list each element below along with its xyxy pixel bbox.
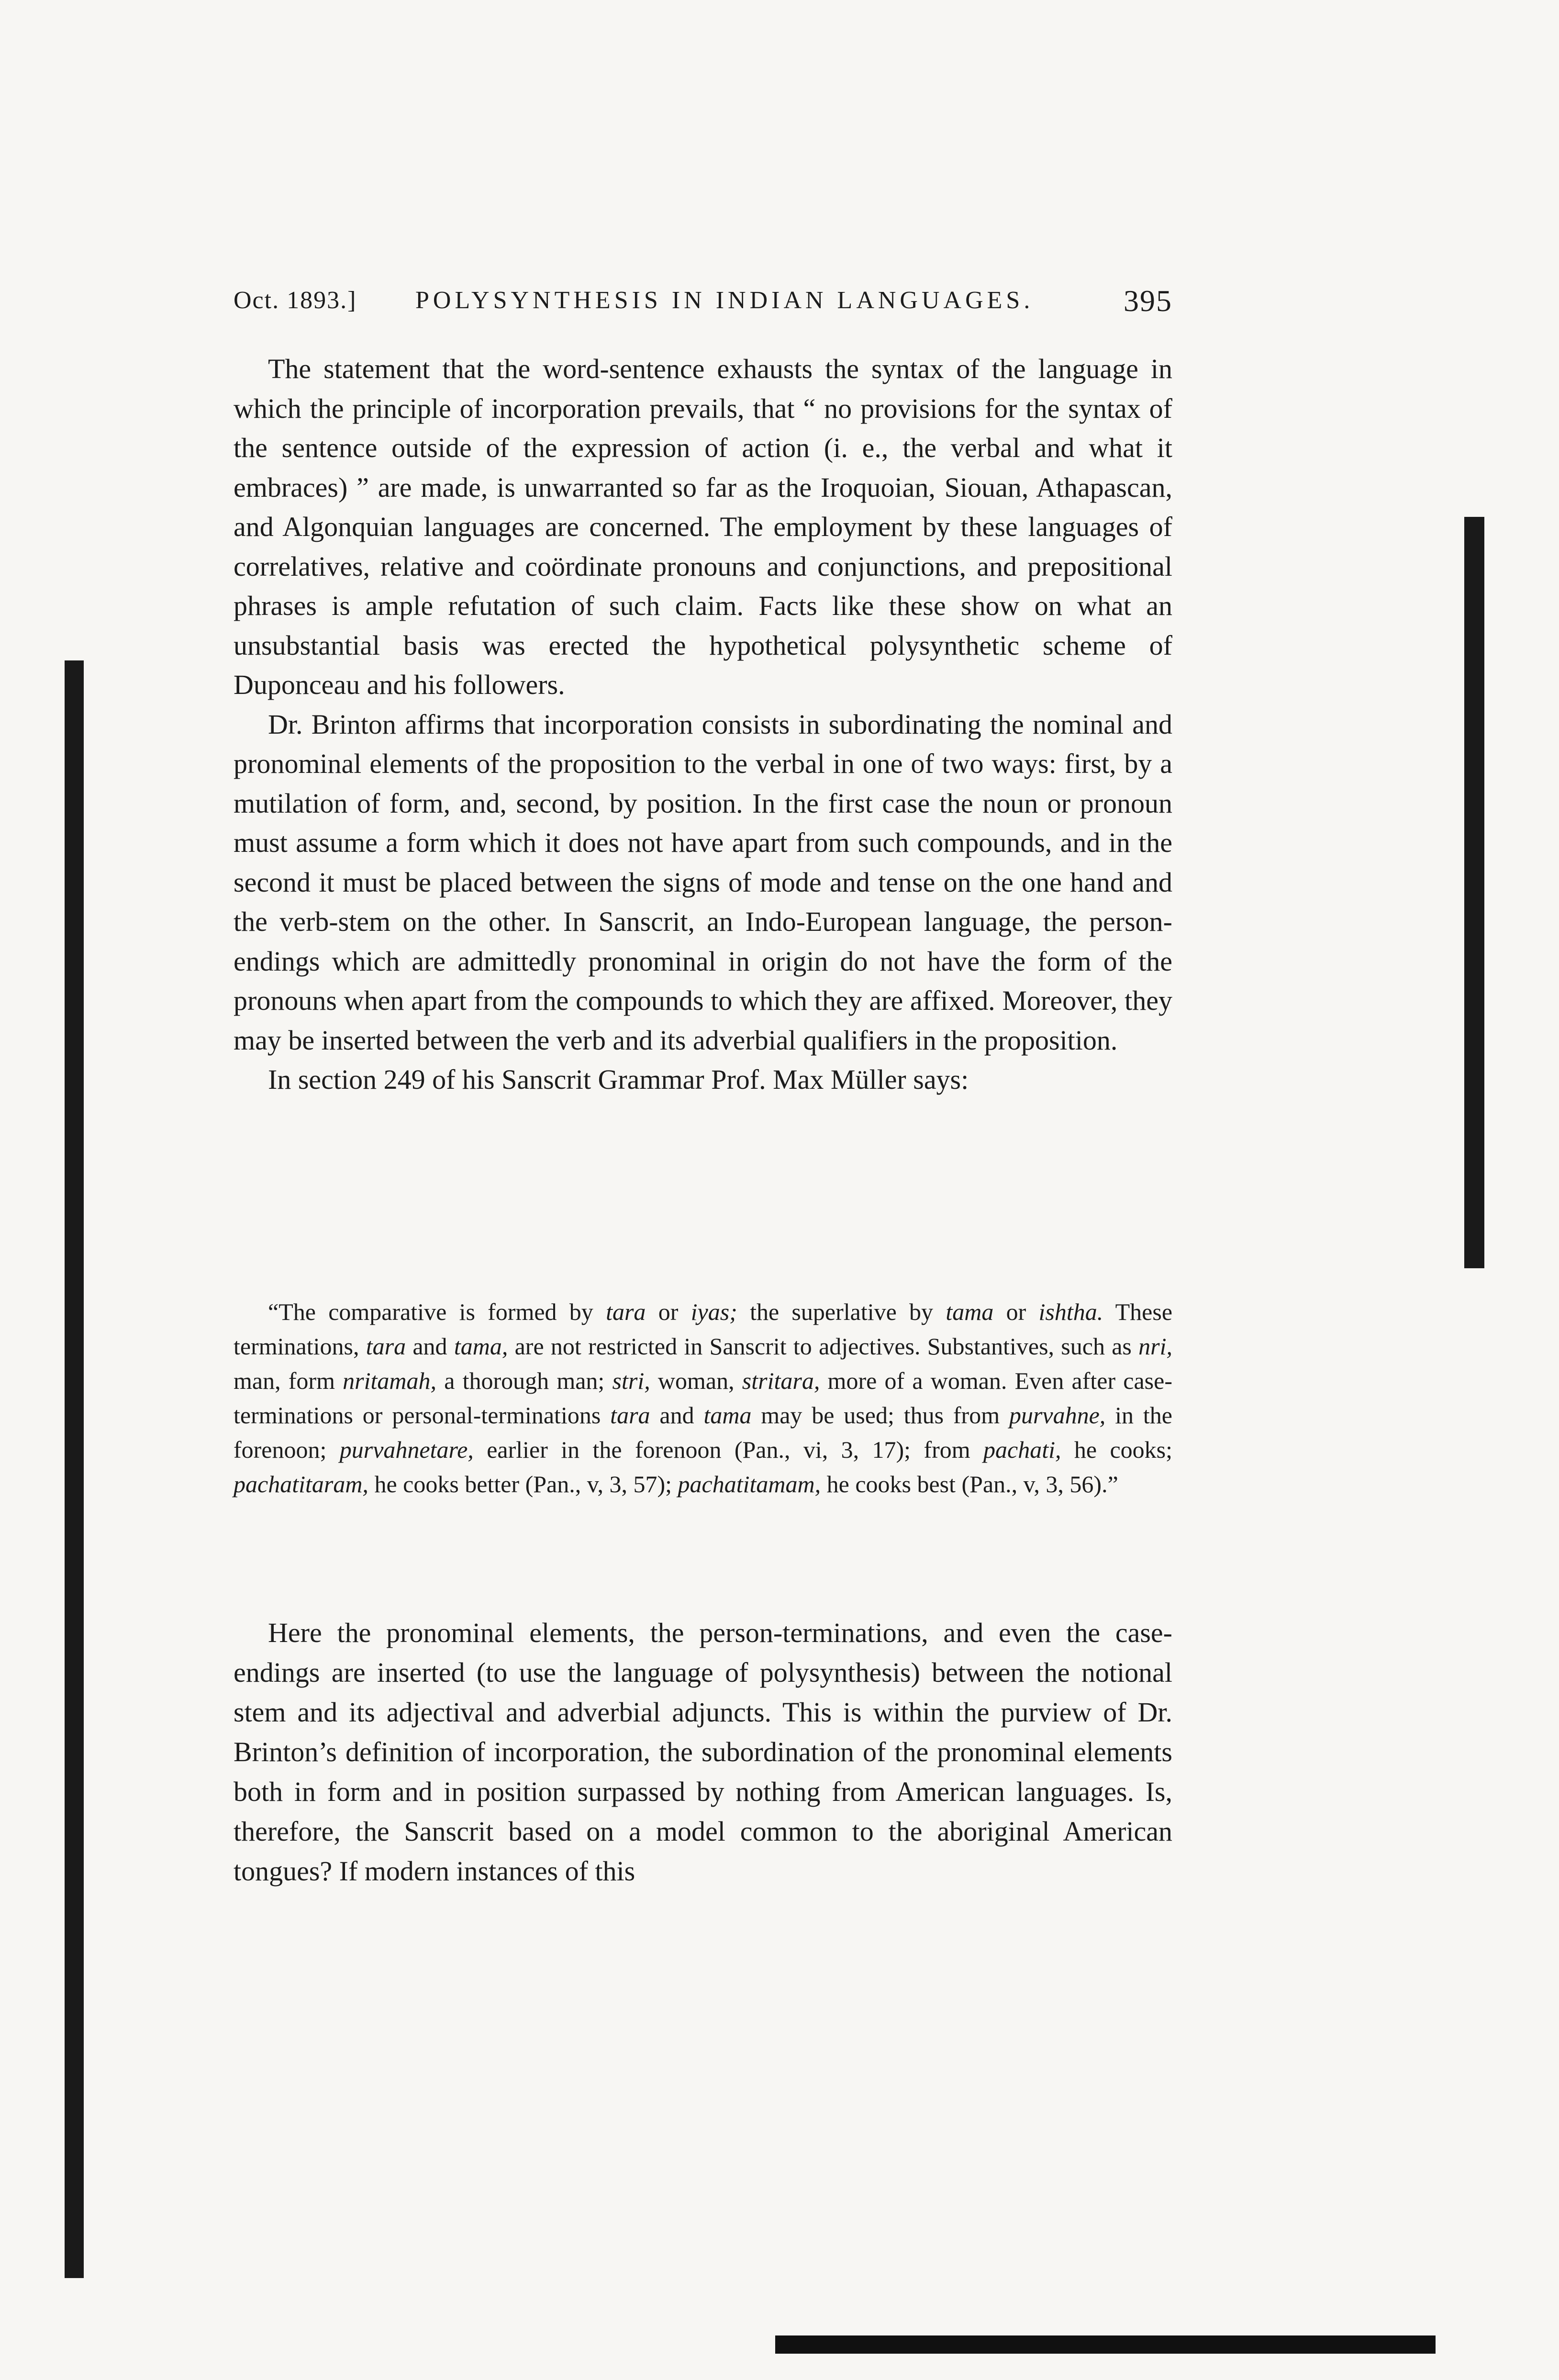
paragraph-1: The statement that the word-sentence exhausts the syntax of the language in which the principle of incorporation prevails, that “ no provisions for the syntax of the sentence outside of the expression of action (i. e., the verbal and what it embraces) ” are made, is unwarranted so far as the Iroquoian, Siouan, Athapascan, and Algonquian languages are concerned. The employment by these languages of correlatives, relative and coördinate pronouns and conjunctions, and prepositional phrases is ample refutation of such claim. Facts like these show on what an unsubstantial basis was erected the hypothetical polysynthetic scheme of Duponceau and his followers. (234, 353, 1172, 700)
paragraph-3: In section 249 of his Sanscrit Grammar Prof. Max Müller says: (268, 1064, 969, 1095)
running-header (234, 286, 1172, 324)
block-quotation (234, 1295, 1172, 1501)
scan-edge-right-upper (1464, 517, 1484, 1268)
scan-edge-left (65, 660, 84, 2278)
continuation-text-block (234, 1613, 1172, 1891)
main-text-block (234, 349, 1172, 1100)
paragraph-4: Here the pronominal elements, the person-terminations, and even the case-endings are inserted (to use the language of polysynthesis) between the notional stem and its adjectival and adverbial adjuncts. This is within the purview of Dr. Brinton’s definition of incorporation, the subordination of the pronominal elements both in form and in position surpassed by nothing from American languages. Is, therefore, the Sanscrit based on a model common to the aboriginal American tongues? If modern instances of this (234, 1617, 1172, 1887)
header-running-title: POLYSYNTHESIS IN INDIAN LANGUAGES. (415, 287, 1034, 314)
quotation-paragraph: “The comparative is formed by tara or iyas; the superlative by tama or ishtha. These terminations, tara and tama, are not restricted in Sanscrit to adjectives. Substantives, such as nri, man, form nritamah, a thorough man; stri, woman, stritara, more of a woman. Even after case-terminations or personal-terminations tara and tama may be used; thus from purvahne, in the forenoon; purvahnetare, earlier in the forenoon (Pan., vi, 3, 17); from pachati, he cooks; pachatitaram, he cooks better (Pan., v, 3, 57); pachatitamam, he cooks best (Pan., v, 3, 56).” (234, 1298, 1173, 1497)
paragraph-2: Dr. Brinton affirms that incorporation consists in subordinating the nominal and pronominal elements of the proposition to the verbal in one of two ways: first, by a mutilation of form, and, second, by position. In the first case the noun or pronoun must assume a form which it does not have apart from such compounds, and in the second it must be placed between the signs of mode and tense on the one hand and the verb-stem on the other. In Sanscrit, an Indo-European language, the person-endings which are admittedly pronominal in origin do not have the form of the pronouns when apart from the compounds to which they are affixed. Moreover, they may be inserted between the verb and its adverbial qualifiers in the proposition. (234, 708, 1172, 1056)
header-date: Oct. 1893.] (234, 287, 357, 314)
page-number: 395 (1124, 284, 1172, 318)
scan-edge-bottom (775, 2335, 1436, 2354)
